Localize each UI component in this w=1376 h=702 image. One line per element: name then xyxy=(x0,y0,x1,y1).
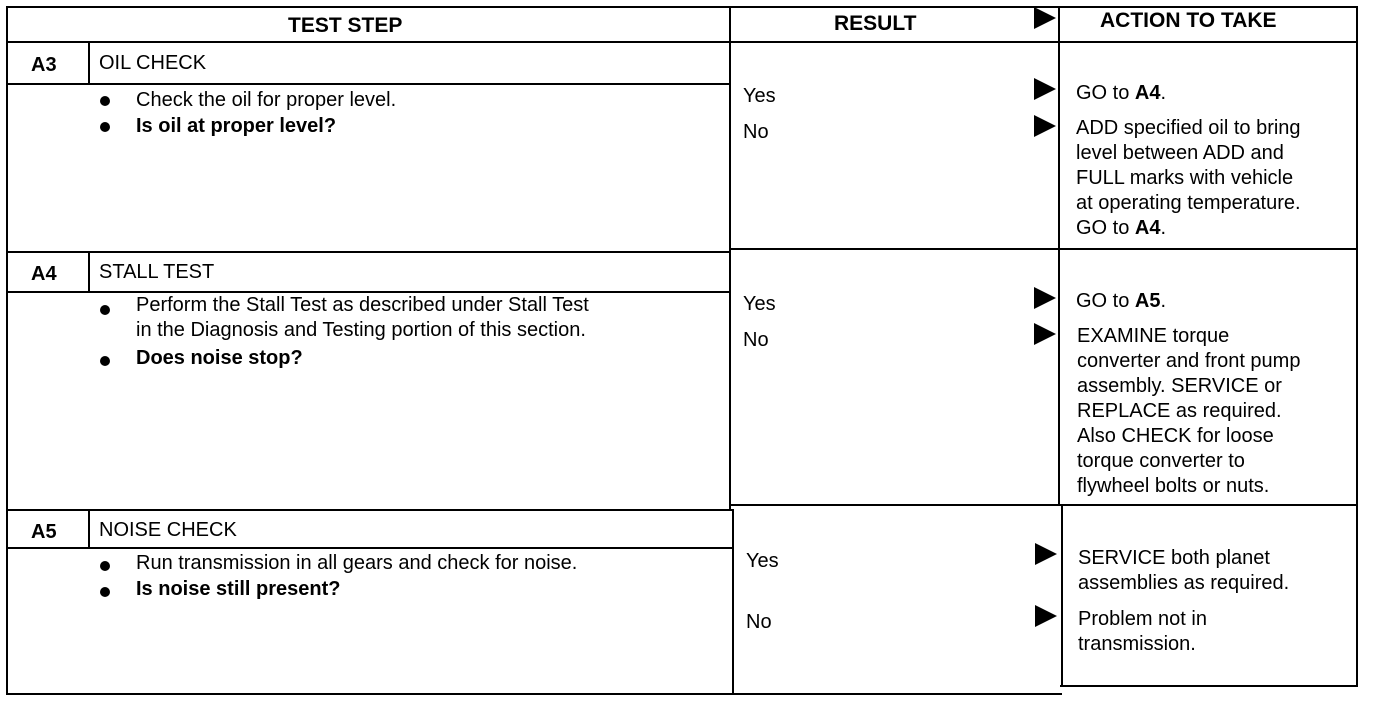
divider-test-result xyxy=(729,6,731,511)
step-a5-bullet-1: Run transmission in all gears and check for noise. xyxy=(136,552,578,574)
bullet-icon xyxy=(100,305,110,315)
table-border-left xyxy=(6,6,8,695)
bullet-icon xyxy=(100,122,110,132)
action-a3-yes: GO to A4. xyxy=(1076,82,1167,104)
divider-test-result-lower xyxy=(732,509,734,695)
a3-code-divider xyxy=(88,41,90,84)
header-test-step: TEST STEP xyxy=(288,14,403,37)
step-a4-bullet-1-cont: in the Diagnosis and Testing portion of this section. xyxy=(136,319,586,341)
result-arrow-icon xyxy=(1034,287,1056,309)
result-a4-no: No xyxy=(743,329,769,351)
step-title-a4: STALL TEST xyxy=(99,261,215,283)
result-arrow-icon xyxy=(1034,115,1056,137)
a3-action-bottom-divider xyxy=(731,248,1358,250)
action-a4-no: EXAMINE torque converter and front pump assembly. SERVICE or REPLACE as required. Also CHECK for loose torque converter to flywheel bolts or nuts. xyxy=(1077,325,1301,497)
step-a3-question: Is oil at proper level? xyxy=(136,115,337,137)
divider-result-action-lower xyxy=(1061,504,1063,687)
a4-action-bottom-divider xyxy=(731,504,1358,506)
a4-code-divider xyxy=(88,251,90,293)
header-arrow-icon xyxy=(1034,7,1056,29)
bullet-icon xyxy=(100,356,110,366)
action-a5-yes: SERVICE both planet assemblies as required. xyxy=(1078,547,1290,594)
table-border-bottom xyxy=(6,693,1062,695)
step-a4-question: Does noise stop? xyxy=(136,347,303,369)
bullet-icon xyxy=(100,587,110,597)
header-result: RESULT xyxy=(834,12,917,35)
step-title-a3: OIL CHECK xyxy=(99,52,207,74)
result-a3-no: No xyxy=(743,121,769,143)
table-border-bottom-right xyxy=(1060,685,1358,687)
header-action: ACTION TO TAKE xyxy=(1100,9,1277,32)
step-code-a3: A3 xyxy=(31,54,57,76)
result-a4-yes: Yes xyxy=(743,293,776,315)
header-divider xyxy=(6,41,1358,43)
result-arrow-icon xyxy=(1035,605,1057,627)
step-code-a4: A4 xyxy=(31,263,57,285)
result-a3-yes: Yes xyxy=(743,85,776,107)
bullet-icon xyxy=(100,561,110,571)
action-a3-no: ADD specified oil to bring level between ADD and FULL marks with vehicle at operating temperature. GO to A4. xyxy=(1076,117,1301,239)
step-code-a5: A5 xyxy=(31,521,57,543)
result-a5-yes: Yes xyxy=(746,550,779,572)
step-a5-question: Is noise still present? xyxy=(136,578,341,600)
table-border-right xyxy=(1356,6,1358,686)
result-a5-no: No xyxy=(746,611,772,633)
action-a4-yes: GO to A5. xyxy=(1076,290,1167,312)
result-arrow-icon xyxy=(1035,543,1057,565)
step-a4-bullet-1: Perform the Stall Test as described under Stall Test xyxy=(136,294,589,316)
step-title-a5: NOISE CHECK xyxy=(99,519,237,541)
result-arrow-icon xyxy=(1034,323,1056,345)
a5-title-divider xyxy=(6,547,734,549)
divider-result-action xyxy=(1058,6,1060,506)
result-arrow-icon xyxy=(1034,78,1056,100)
a3-title-divider xyxy=(6,83,731,85)
a3-bottom-divider xyxy=(6,251,731,253)
a4-bottom-divider xyxy=(6,509,734,511)
action-a5-no: Problem not in transmission. xyxy=(1078,608,1207,655)
a5-code-divider xyxy=(88,509,90,549)
step-a3-bullet-1: Check the oil for proper level. xyxy=(136,89,397,111)
bullet-icon xyxy=(100,96,110,106)
